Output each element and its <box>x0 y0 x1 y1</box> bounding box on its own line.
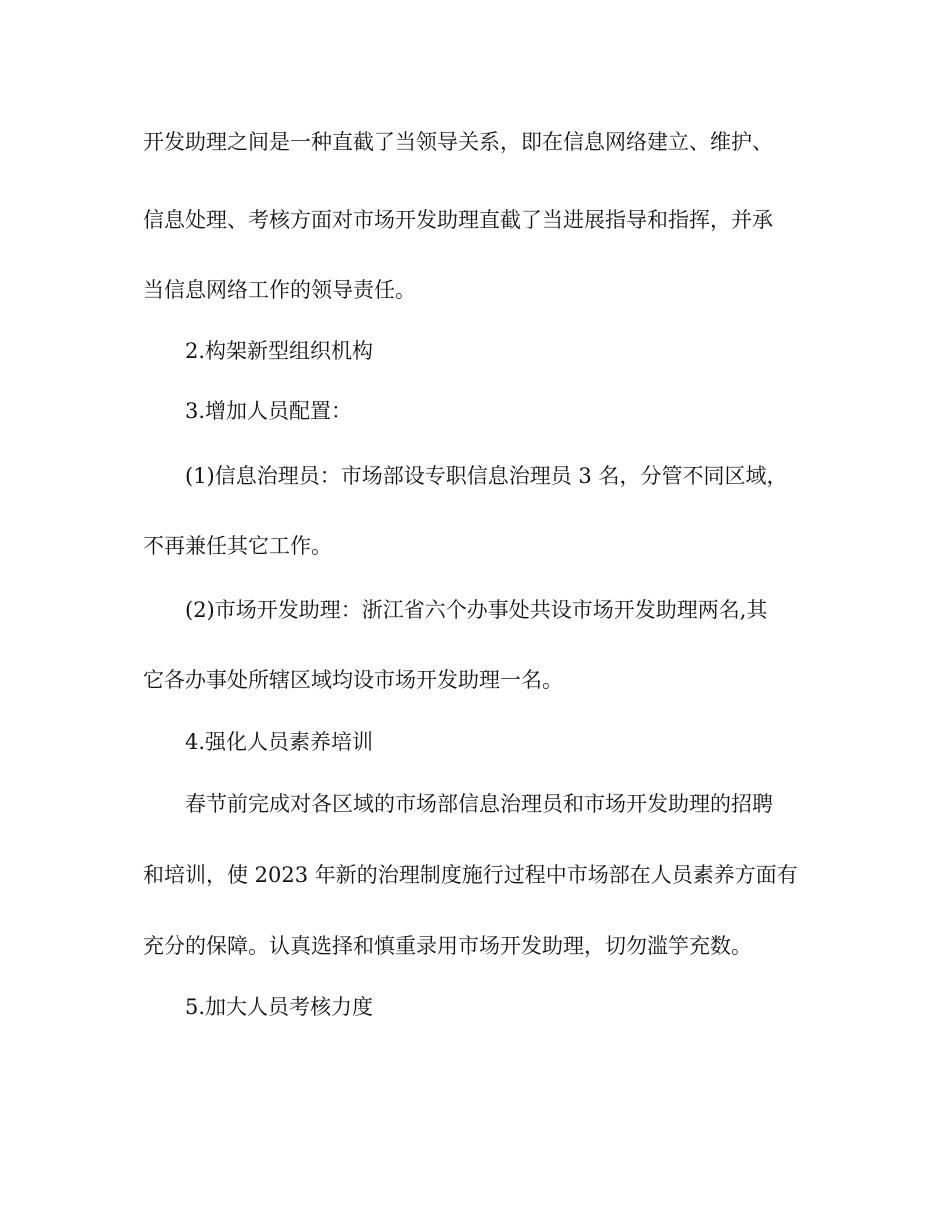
section-heading: 3.增加人员配置： <box>185 399 353 423</box>
paragraph-line: 和培训，使 2023 年新的治理制度施行过程中市场部在人员素养方面有 <box>143 863 798 887</box>
paragraph-line: 当信息网络工作的领导责任。 <box>143 278 416 302</box>
paragraph-line: 充分的保障。认真选择和慎重录用市场开发助理，切勿滥竽充数。 <box>143 934 752 958</box>
paragraph-line: 它各办事处所辖区域均设市场开发助理一名。 <box>143 668 563 692</box>
paragraph-line: 春节前完成对各区域的市场部信息治理员和市场开发助理的招聘 <box>185 792 773 816</box>
section-heading: 2.构架新型组织机构 <box>185 339 374 363</box>
paragraph-line: 信息处理、考核方面对市场开发助理直截了当进展指导和指挥，并承 <box>143 208 773 232</box>
paragraph-line: 开发助理之间是一种直截了当领导关系，即在信息网络建立、维护、 <box>143 130 773 154</box>
paragraph-line: (1)信息治理员：市场部设专职信息治理员 3 名，分管不同区域， <box>185 464 788 488</box>
section-heading: 5.加大人员考核力度 <box>185 995 374 1019</box>
section-heading: 4.强化人员素养培训 <box>185 730 374 754</box>
paragraph-line: 不再兼任其它工作。 <box>143 534 332 558</box>
paragraph-line: (2)市场开发助理：浙江省六个办事处共设市场开发助理两名,其 <box>185 598 768 622</box>
